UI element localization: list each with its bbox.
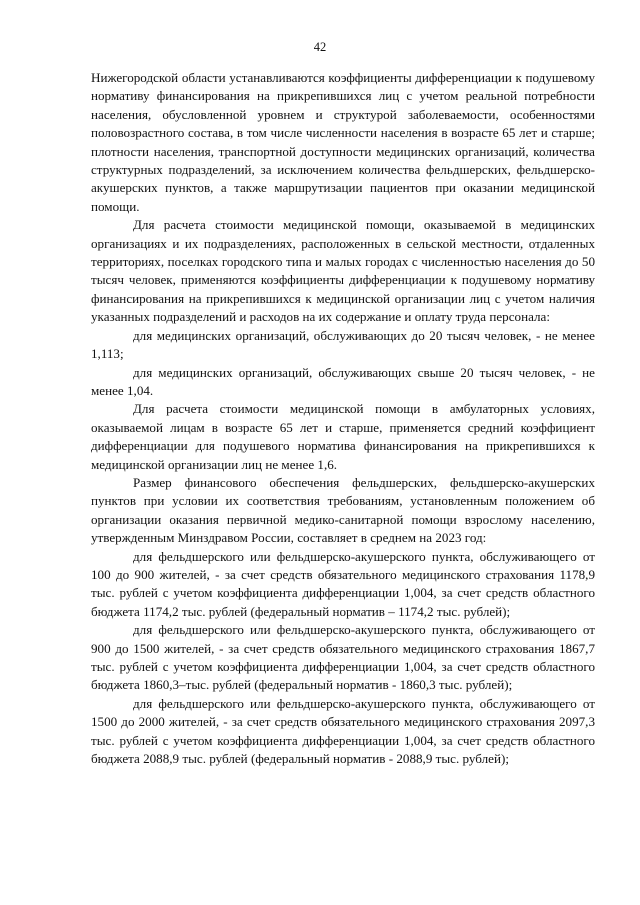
- page-number: 42: [313, 40, 327, 54]
- paragraph-5: Для расчета стоимости медицинской помощи в амбулаторных условиях, оказываемой лицам в возрасте 65 лет и старше, применяется средний коэффициент дифференциации для подушевого норматива финансирования на прикрепившихся к медицинской организации лиц не менее 1,6.: [91, 401, 595, 472]
- paragraph-9: для фельдшерского или фельдшерско-акушерского пункта, обслуживающего от 1500 до 2000 жителей, - за счет средств обязательного медицинского страхования 2097,3 тыс. рублей с учетом коэффициента дифференциации 1,004, за счет средств областного бюджета 2088,9 тыс. рублей (федеральный норматив - 2088,9 тыс. рублей);: [91, 695, 595, 767]
- paragraph-6: Размер финансового обеспечения фельдшерских, фельдшерско-акушерских пунктов при условии их соответствия требованиям, установленным положением об организации оказания первичной медико-санитарной помощи взрослому населению, утвержденным Минздравом России, составляет в среднем на 2023 год:: [91, 474, 595, 546]
- paragraph-3: для медицинских организаций, обслуживающих до 20 тысяч человек, - не менее 1,113;: [91, 327, 595, 362]
- paragraph-1: Нижегородской области устанавливаются коэффициенты дифференциации к подушевому нормативу финансирования на прикрепившихся лиц с учетом реальной потребности населения, обусловленной уровнем и структурой заболеваемости, особенностями половозрастного состава, в том числе численности населения в возрасте 65 лет и старше; плотности населения, транспортной доступности медицинских организаций, количества структурных подразделений, за исключением количества фельдшерских, фельдшерско-акушерских пунктов, а также маршрутизации пациентов при оказании медицинской помощи.: [91, 70, 595, 214]
- paragraph-4: для медицинских организаций, обслуживающих свыше 20 тысяч человек, - не менее 1,04.: [91, 364, 595, 398]
- paragraph-7: для фельдшерского или фельдшерско-акушерского пункта, обслуживающего от 100 до 900 жителей, - за счет средств обязательного медицинского страхования 1178,9 тыс. рублей с учетом коэффициента дифференциации 1,004, за счет средств областного бюджета 1174,2 тыс. рублей (федеральный норматив – 1174,2 тыс. рублей);: [91, 548, 595, 619]
- document-body: [91, 69, 595, 768]
- paragraph-8: для фельдшерского или фельдшерско-акушерского пункта, обслуживающего от 900 до 1500 жителей, - за счет средств обязательного медицинского страхования 1867,7 тыс. рублей с учетом коэффициента дифференциации 1,004, за счет средств областного бюджета 1860,3–тыс. рублей (федеральный норматив - 1860,3 тыс. рублей);: [91, 622, 595, 693]
- paragraph-2: Для расчета стоимости медицинской помощи, оказываемой в медицинских организациях и их подразделениях, расположенных в сельской местности, отдаленных территориях, поселках городского типа и малых городах с численностью населения до 50 тысяч человек, применяются коэффициенты дифференциации к подушевому нормативу финансирования на прикрепившихся к медицинской организации лиц с учетом наличия указанных подразделений и расходов на их содержание и оплату труда персонала:: [91, 217, 595, 325]
